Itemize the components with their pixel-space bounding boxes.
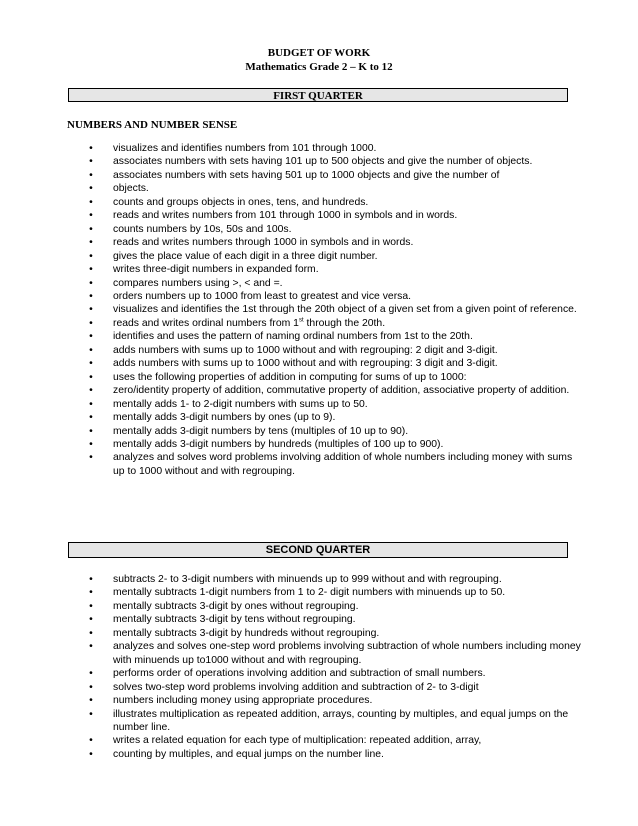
- document-title: BUDGET OF WORK: [267, 47, 371, 59]
- bullet-icon: •: [89, 250, 93, 262]
- list-item: • visualizes and identifies numbers from 101 through 1000.: [86, 142, 586, 155]
- bullet-icon: •: [89, 371, 93, 383]
- bullet-icon: •: [89, 587, 93, 599]
- bullet-icon: •: [89, 344, 93, 356]
- bullet-icon: •: [89, 358, 93, 370]
- bullet-icon: •: [89, 223, 93, 235]
- second-quarter-banner: SECOND QUARTER: [68, 542, 568, 558]
- list-item: • mentally subtracts 3-digit by hundreds without regrouping.: [86, 627, 586, 640]
- bullet-icon: •: [89, 668, 93, 680]
- bullet-icon: •: [89, 398, 93, 410]
- bullet-icon: •: [89, 156, 93, 168]
- list-item: • analyzes and solves word problems involving addition of whole numbers including money with sums up to 1000 without and with regrouping.: [86, 451, 586, 478]
- bullet-icon: •: [89, 438, 93, 450]
- bullet-icon: •: [89, 412, 93, 424]
- list-item: • illustrates multiplication as repeated addition, arrays, counting by multiples, and equal jumps on the number line.: [86, 708, 586, 735]
- list-item: • associates numbers with sets having 501 up to 1000 objects and give the number of: [86, 169, 586, 182]
- list-item: • objects.: [86, 182, 586, 195]
- bullet-icon: •: [89, 708, 93, 720]
- list-item: • counting by multiples, and equal jumps on the number line.: [86, 748, 586, 761]
- document-subtitle: Mathematics Grade 2 – K to 12: [245, 61, 393, 73]
- list-item: • associates numbers with sets having 101 up to 500 objects and give the number of objects.: [86, 155, 586, 168]
- list-item: • reads and writes numbers from 101 through 1000 in symbols and in words.: [86, 209, 586, 222]
- list-item: • numbers including money using appropriate procedures.: [86, 694, 586, 707]
- list-item: • mentally adds 3-digit numbers by ones (up to 9).: [86, 411, 586, 424]
- bullet-icon: •: [89, 641, 93, 653]
- list-item: • writes a related equation for each type of multiplication: repeated addition, array,: [86, 734, 586, 747]
- bullet-icon: •: [89, 681, 93, 693]
- bullet-icon: •: [89, 304, 93, 316]
- bullet-icon: •: [89, 748, 93, 760]
- bullet-icon: •: [89, 735, 93, 747]
- list-item: • reads and writes numbers through 1000 in symbols and in words.: [86, 236, 586, 249]
- list-item: • mentally subtracts 3-digit by ones without regrouping.: [86, 600, 586, 613]
- list-item: • visualizes and identifies the 1st through the 20th object of a given set from a given point of reference.: [86, 303, 586, 316]
- list-item: • counts and groups objects in ones, tens, and hundreds.: [86, 196, 586, 209]
- bullet-icon: •: [89, 143, 93, 154]
- bullet-icon: •: [89, 290, 93, 302]
- bullet-icon: •: [89, 264, 93, 276]
- list-item: • solves two-step word problems involving addition and subtraction of 2- to 3-digit: [86, 681, 586, 694]
- list-item: • compares numbers using >, < and =.: [86, 277, 586, 290]
- list-item: • mentally subtracts 1-digit numbers from 1 to 2- digit numbers with minuends up to 50.: [86, 586, 586, 599]
- list-item: • analyzes and solves one-step word problems involving subtraction of whole numbers including money with minuends up to1000 without and with regrouping.: [86, 640, 586, 667]
- first-quarter-list: [86, 142, 586, 478]
- bullet-icon: •: [89, 385, 93, 397]
- first-quarter-banner: FIRST QUARTER: [68, 88, 568, 102]
- list-item: • adds numbers with sums up to 1000 without and with regrouping: 3 digit and 3-digit.: [86, 357, 586, 370]
- list-item: • zero/identity property of addition, commutative property of addition, associative property of addition.: [86, 384, 586, 397]
- list-item: • mentally subtracts 3-digit by tens without regrouping.: [86, 613, 586, 626]
- bullet-icon: •: [89, 600, 93, 612]
- list-item: • identifies and uses the pattern of naming ordinal numbers from 1st to the 20th.: [86, 330, 586, 343]
- list-item: • gives the place value of each digit in a three digit number.: [86, 250, 586, 263]
- bullet-icon: •: [89, 277, 93, 289]
- list-item: • writes three-digit numbers in expanded form.: [86, 263, 586, 276]
- bullet-icon: •: [89, 574, 93, 585]
- bullet-icon: •: [89, 627, 93, 639]
- bullet-icon: •: [89, 237, 93, 249]
- section-heading-numbers: NUMBERS AND NUMBER SENSE: [67, 119, 238, 131]
- list-item: • mentally adds 1- to 2-digit numbers with sums up to 50.: [86, 398, 586, 411]
- bullet-icon: •: [89, 425, 93, 437]
- list-item: • counts numbers by 10s, 50s and 100s.: [86, 223, 586, 236]
- list-item: • adds numbers with sums up to 1000 without and with regrouping: 2 digit and 3-digit.: [86, 344, 586, 357]
- bullet-icon: •: [89, 614, 93, 626]
- second-quarter-list: [86, 573, 586, 761]
- bullet-icon: •: [89, 452, 93, 464]
- bullet-icon: •: [89, 210, 93, 222]
- list-item: • performs order of operations involving addition and subtraction of small numbers.: [86, 667, 586, 680]
- list-item: • subtracts 2- to 3-digit numbers with minuends up to 999 without and with regrouping.: [86, 573, 586, 586]
- bullet-icon: •: [89, 317, 93, 329]
- bullet-icon: •: [89, 695, 93, 707]
- list-item: • uses the following properties of addition in computing for sums of up to 1000:: [86, 371, 586, 384]
- bullet-icon: •: [89, 331, 93, 343]
- list-item: • reads and writes ordinal numbers from 1st through the 20th.: [86, 317, 586, 330]
- list-item: • orders numbers up to 1000 from least to greatest and vice versa.: [86, 290, 586, 303]
- list-item: • mentally adds 3-digit numbers by hundreds (multiples of 100 up to 900).: [86, 438, 586, 451]
- bullet-icon: •: [89, 196, 93, 208]
- bullet-icon: •: [89, 169, 93, 181]
- list-item: • mentally adds 3-digit numbers by tens (multiples of 10 up to 90).: [86, 425, 586, 438]
- bullet-icon: •: [89, 183, 93, 195]
